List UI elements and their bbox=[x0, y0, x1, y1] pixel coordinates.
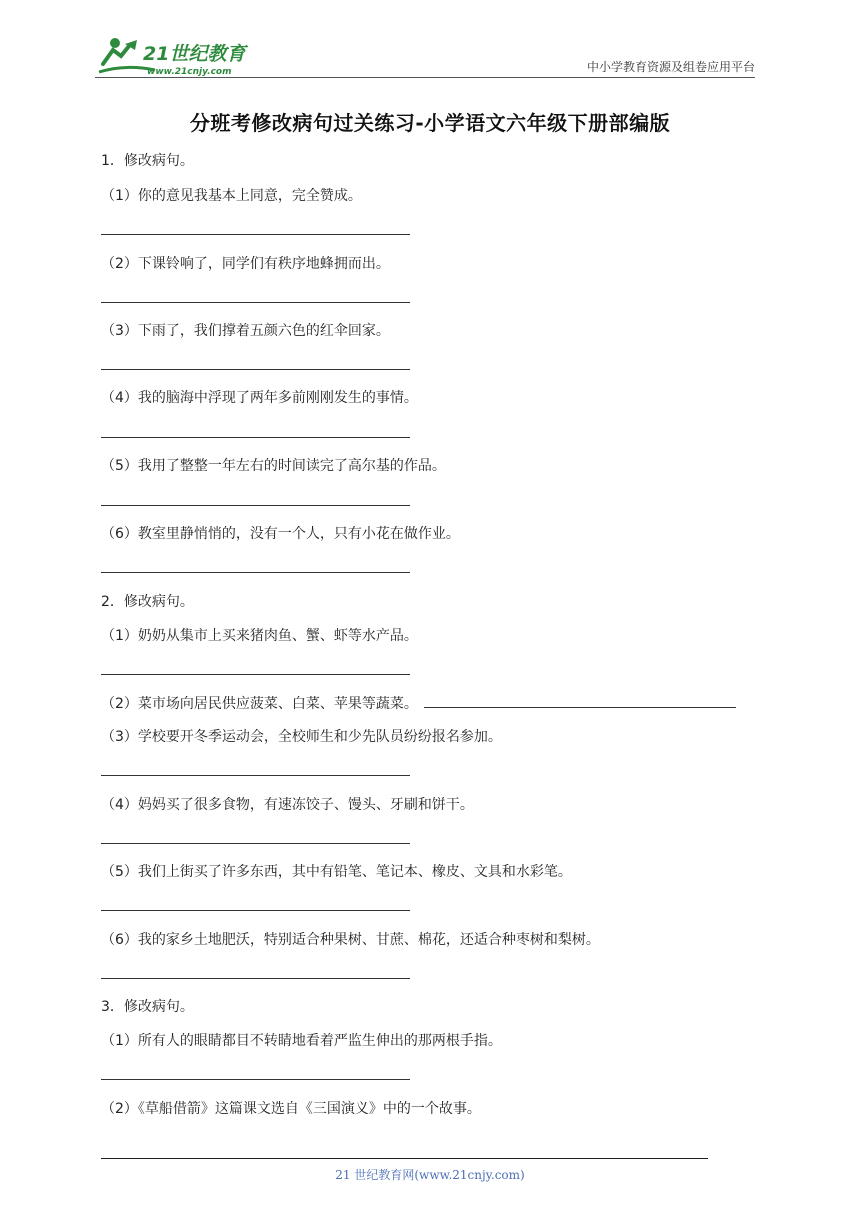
answer-line-2-2[interactable] bbox=[424, 707, 736, 708]
question-2-item-5: （5）我们上街买了许多东西，其中有铅笔、笔记本、橡皮、文具和水彩笔。 bbox=[101, 864, 572, 880]
question-3-heading: 3．修改病句。 bbox=[101, 999, 194, 1015]
question-2-heading: 2．修改病句。 bbox=[101, 594, 194, 610]
page-title: 分班考修改病句过关练习-小学语文六年级下册部编版 bbox=[189, 111, 671, 135]
question-2-item-4: （4）妈妈买了很多食物，有速冻饺子、馒头、牙刷和饼干。 bbox=[101, 797, 474, 813]
answer-line-1-6[interactable] bbox=[101, 572, 410, 573]
question-3-item-2: （2）《草船借箭》这篇课文选自《三国演义》中的一个故事。 bbox=[101, 1101, 481, 1117]
question-3-item-1: （1）所有人的眼睛都目不转睛地看着严监生伸出的那两根手指。 bbox=[101, 1033, 502, 1049]
answer-line-3-1[interactable] bbox=[101, 1079, 410, 1080]
answer-line-2-5[interactable] bbox=[101, 910, 410, 911]
header-divider bbox=[95, 77, 755, 78]
footer-divider bbox=[101, 1158, 708, 1159]
question-2-item-2-text: （2）菜市场向居民供应菠菜、白菜、苹果等蔬菜。 bbox=[101, 696, 418, 712]
answer-line-1-1[interactable] bbox=[101, 234, 410, 235]
header-platform-text: 中小学教育资源及组卷应用平台 bbox=[586, 60, 755, 74]
svg-text:21世纪教育: 21世纪教育 bbox=[143, 43, 246, 65]
question-2-item-1: （1）奶奶从集市上买来猪肉鱼、蟹、虾等水产品。 bbox=[101, 628, 418, 644]
site-logo bbox=[95, 34, 265, 78]
question-1-item-1: （1）你的意见我基本上同意，完全赞成。 bbox=[101, 188, 362, 204]
question-2-item-6: （6）我的家乡土地肥沃，特别适合种果树、甘蔗、棉花，还适合种枣树和梨树。 bbox=[101, 932, 600, 948]
question-1-item-3: （3）下雨了，我们撑着五颜六色的红伞回家。 bbox=[101, 323, 390, 339]
answer-line-1-4[interactable] bbox=[101, 437, 410, 438]
answer-line-2-3[interactable] bbox=[101, 775, 410, 776]
question-1-heading: 1．修改病句。 bbox=[101, 153, 194, 169]
answer-line-2-4[interactable] bbox=[101, 843, 410, 844]
question-2-item-3: （3）学校要开冬季运动会，全校师生和少先队员纷纷报名参加。 bbox=[101, 729, 502, 745]
question-1-item-6: （6）教室里静悄悄的，没有一个人，只有小花在做作业。 bbox=[101, 526, 460, 542]
question-1-item-5: （5）我用了整整一年左右的时间读完了高尔基的作品。 bbox=[101, 458, 446, 474]
answer-line-1-2[interactable] bbox=[101, 302, 410, 303]
svg-text:www.21cnjy.com: www.21cnjy.com bbox=[147, 67, 232, 77]
page-header bbox=[95, 34, 755, 78]
answer-line-1-3[interactable] bbox=[101, 369, 410, 370]
question-1-item-2: （2）下课铃响了，同学们有秩序地蜂拥而出。 bbox=[101, 256, 390, 272]
page-footer[interactable]: 21 世纪教育网(www.21cnjy.com) bbox=[335, 1168, 525, 1182]
answer-line-1-5[interactable] bbox=[101, 505, 410, 506]
question-2-item-2 bbox=[101, 693, 736, 713]
question-1-item-4: （4）我的脑海中浮现了两年多前刚刚发生的事情。 bbox=[101, 390, 418, 406]
answer-line-2-1[interactable] bbox=[101, 674, 410, 675]
answer-line-2-6[interactable] bbox=[101, 978, 410, 979]
